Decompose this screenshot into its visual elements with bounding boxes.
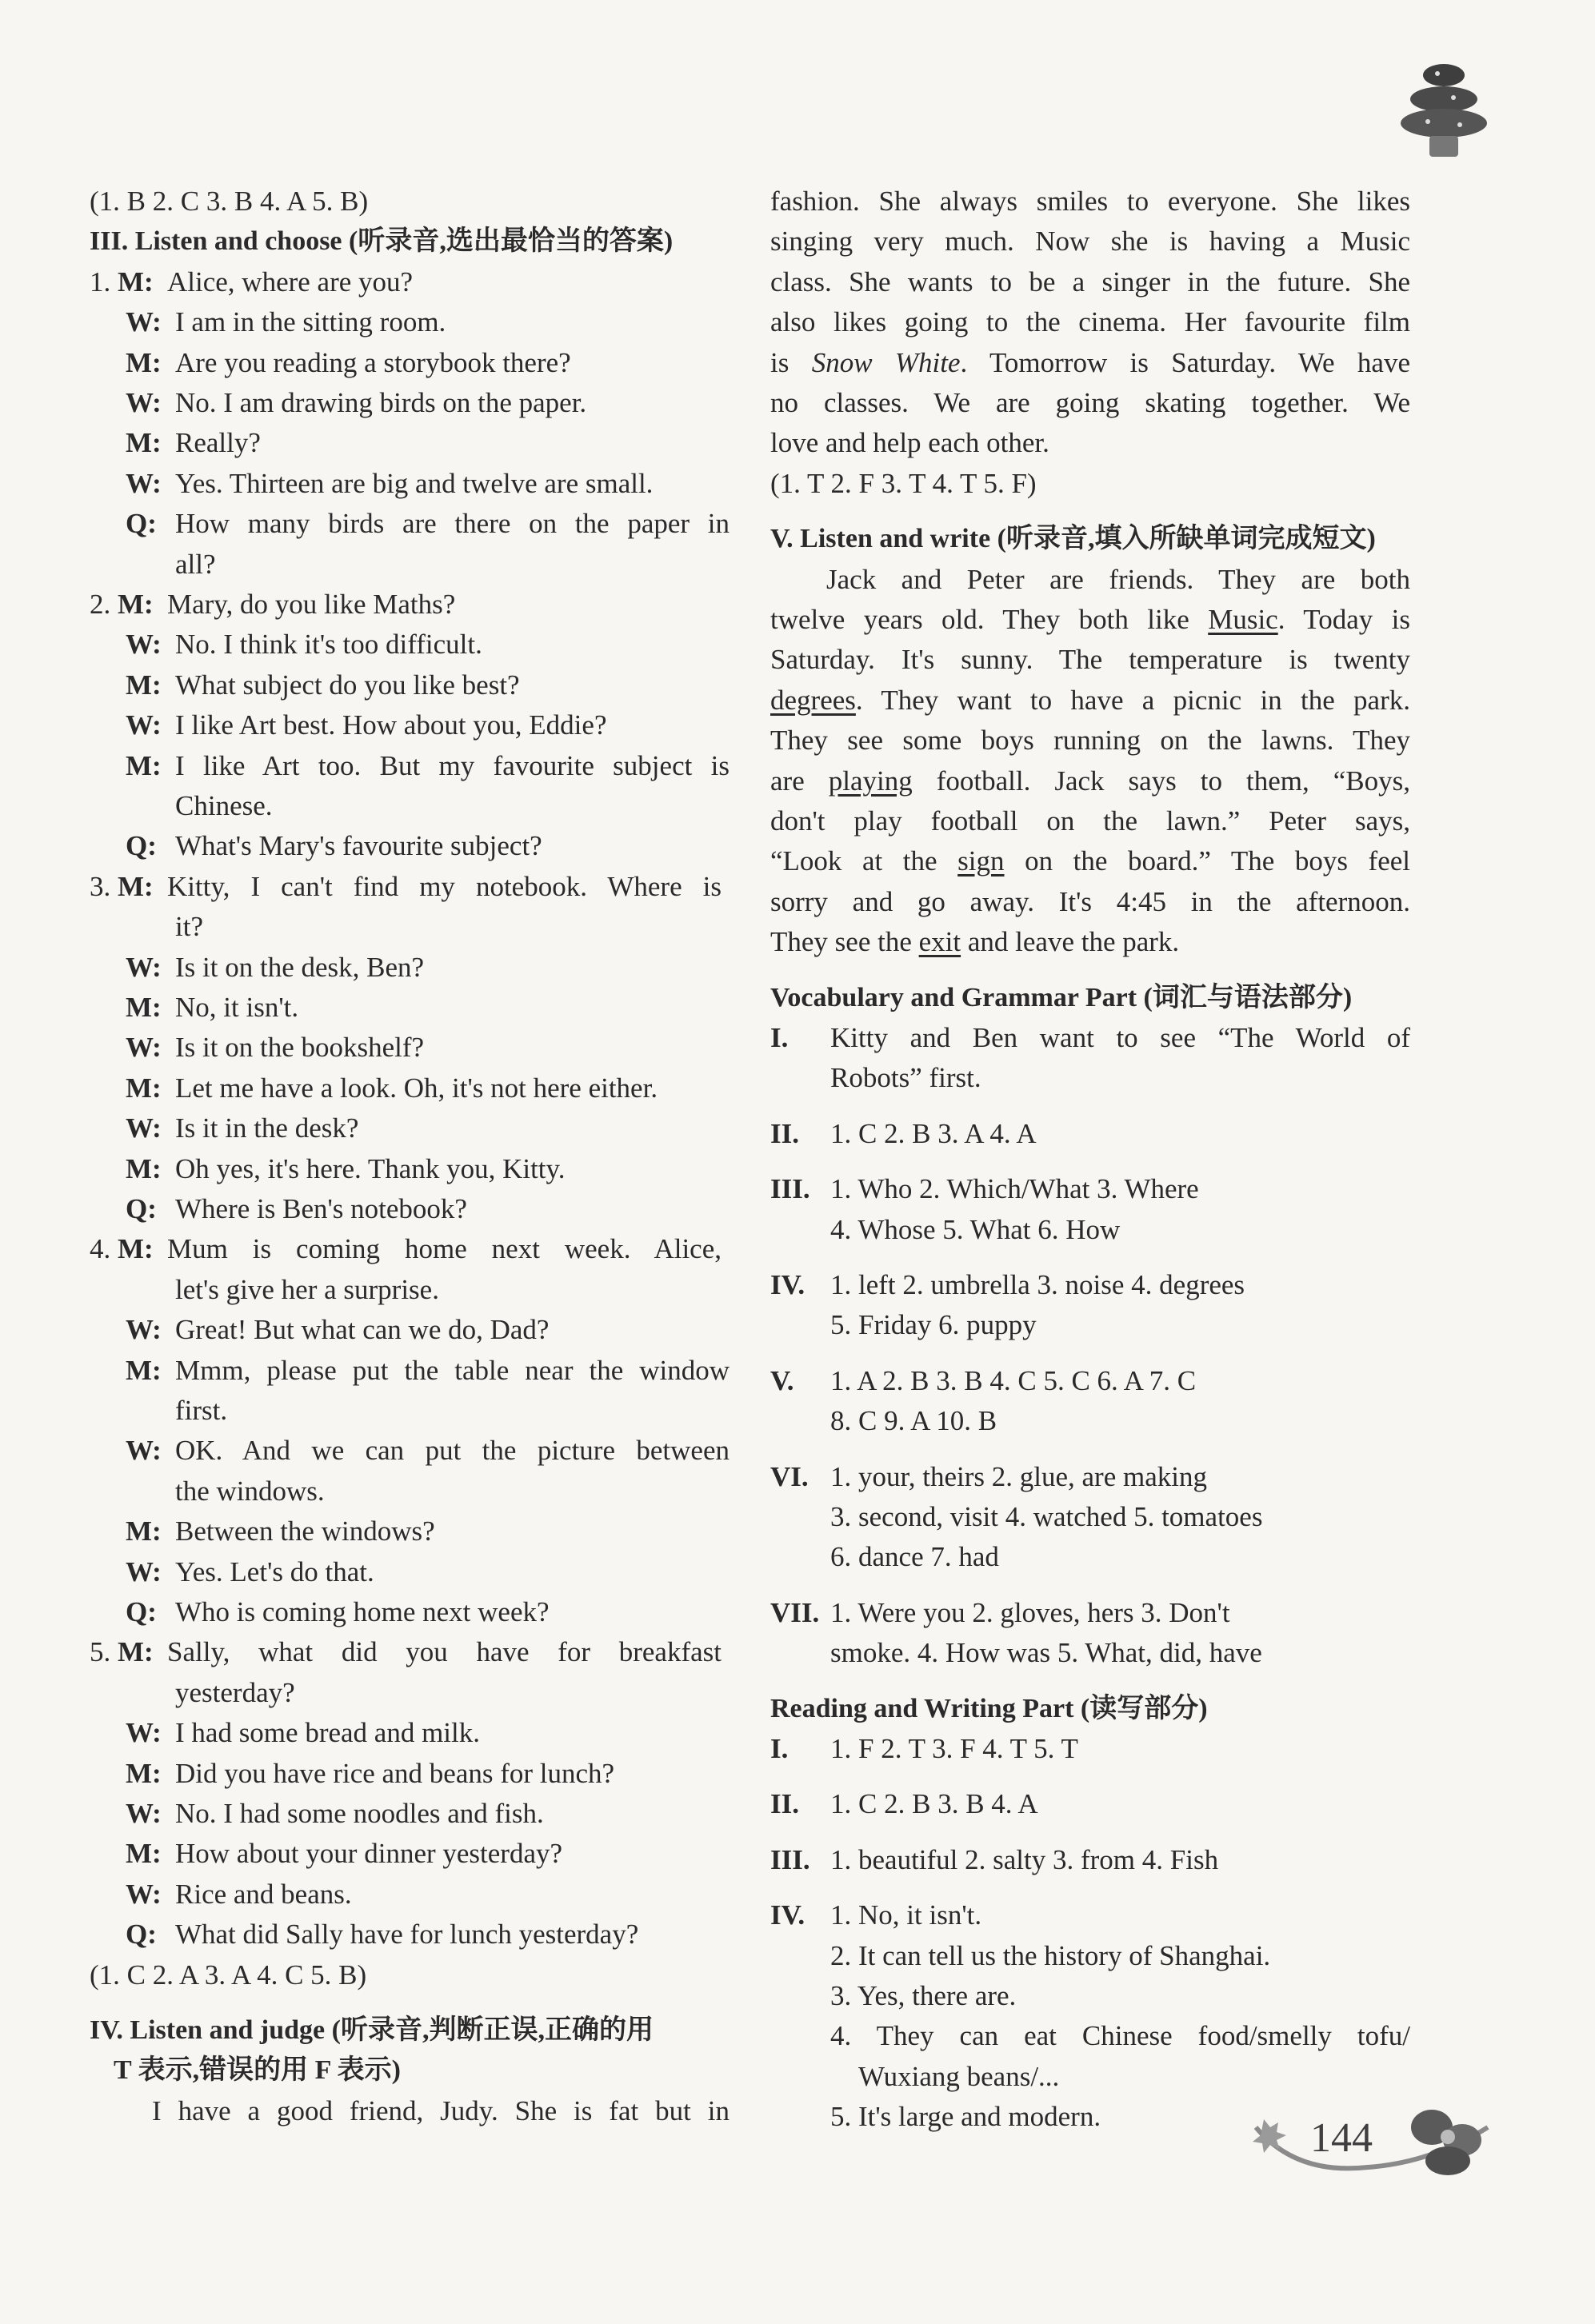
- roman-numeral: IV.: [770, 1899, 805, 1931]
- paragraph-line: They see some boys running on the lawns. They: [770, 725, 1410, 756]
- continuation-line: 4. Whose 5. What 6. How: [830, 1214, 1121, 1245]
- dialogue-text: Yes. Let's do that.: [175, 1556, 374, 1587]
- continuation-line: yesterday?: [175, 1677, 295, 1708]
- dialogue-line: [90, 266, 413, 298]
- dialogue-text: Are you reading a storybook there?: [175, 347, 571, 378]
- continuation-line: 5. It's large and modern.: [830, 2101, 1101, 2132]
- dialogue-text: Is it on the desk, Ben?: [175, 952, 425, 983]
- speaker-label: W:: [126, 629, 162, 660]
- continuation-line: Chinese.: [175, 790, 273, 821]
- roman-numeral: IV.: [770, 1269, 805, 1300]
- continuation-line: Robots” first.: [830, 1062, 981, 1093]
- paragraph-line: class. She wants to be a singer in the future. She: [770, 266, 1410, 297]
- dialogue-text: Where is Ben's notebook?: [175, 1193, 467, 1224]
- paragraph-line: no classes. We are going skating together. We: [770, 387, 1410, 418]
- dialogue-line: [126, 1758, 614, 1790]
- section-heading: Reading and Writing Part (读写部分): [770, 1694, 1208, 1723]
- dialogue-text: I like Art best. How about you, Eddie?: [175, 709, 607, 741]
- section-heading: III. Listen and choose (听录音,选出最恰当的答案): [90, 226, 674, 256]
- dialogue-text: No. I think it's too difficult.: [175, 629, 482, 660]
- dialogue-line: [126, 830, 542, 862]
- roman-numeral: I.: [770, 1733, 789, 1764]
- speaker-label: M:: [126, 1758, 162, 1789]
- paragraph-line: also likes going to the cinema. Her favourite film: [770, 306, 1410, 337]
- answer-line: [770, 1899, 981, 1931]
- continuation-line: 8. C 9. A 10. B: [830, 1405, 997, 1436]
- dialogue-text: What did Sally have for lunch yesterday?: [175, 1919, 639, 1950]
- dialogue-line: [126, 1193, 467, 1225]
- speaker-label: W:: [126, 387, 162, 418]
- dialogue-line: [126, 508, 730, 540]
- dialogue-text: No, it isn't.: [175, 992, 299, 1023]
- answer-line: [770, 1118, 1037, 1150]
- paragraph-line: “Look at the sign on the board.” The boys feel: [770, 845, 1410, 876]
- dialogue-line: [126, 1435, 730, 1467]
- continuation-line: 5. Friday 6. puppy: [830, 1309, 1037, 1340]
- paragraph-line: is Snow White. Tomorrow is Saturday. We have: [770, 347, 1410, 378]
- speaker-label: M:: [118, 871, 154, 902]
- continuation-line: Wuxiang beans/...: [858, 2061, 1060, 2092]
- dialogue-text: How many birds are there on the paper in: [175, 508, 730, 539]
- christmas-tree-icon: [1396, 58, 1492, 178]
- dialogue-line: [126, 750, 730, 782]
- speaker-label: W:: [126, 306, 162, 337]
- answer-line: [770, 1269, 1245, 1301]
- answer-line: [770, 1733, 1078, 1765]
- speaker-label: W:: [126, 1032, 162, 1063]
- paragraph-line: (1. T 2. F 3. T 4. T 5. F): [770, 468, 1037, 499]
- speaker-label: M:: [118, 1233, 154, 1264]
- dialogue-text: OK. And we can put the picture between: [175, 1435, 730, 1466]
- dialogue-text: Is it in the desk?: [175, 1112, 359, 1144]
- dialogue-text: Sally, what did you have for breakfast: [167, 1636, 722, 1667]
- answer-text: 1. your, theirs 2. glue, are making: [830, 1461, 1207, 1492]
- continuation-line: smoke. 4. How was 5. What, did, have: [830, 1637, 1262, 1668]
- paragraph-line: twelve years old. They both like Music. Today is: [770, 604, 1410, 635]
- continuation-line: the windows.: [175, 1475, 325, 1507]
- continuation-line: 6. dance 7. had: [830, 1541, 999, 1572]
- dialogue-line: [126, 1919, 638, 1951]
- speaker-label: M:: [126, 1153, 162, 1184]
- answer-text: 1. beautiful 2. salty 3. from 4. Fish: [830, 1844, 1219, 1875]
- speaker-label: M:: [126, 1072, 162, 1104]
- paragraph-line: are playing football. Jack says to them, “Boys,: [770, 765, 1410, 797]
- paragraph-line: love and help each other.: [770, 427, 1049, 458]
- speaker-label: W:: [126, 468, 162, 499]
- paragraph-line: I have a good friend, Judy. She is fat but in: [152, 2095, 730, 2126]
- item-number: 3.: [90, 871, 118, 902]
- roman-numeral: III.: [770, 1173, 810, 1204]
- dialogue-line: [90, 589, 455, 621]
- speaker-label: M:: [126, 347, 162, 378]
- answer-text: Kitty and Ben want to see “The World of: [830, 1022, 1410, 1053]
- dialogue-line: [126, 1798, 544, 1830]
- speaker-label: M:: [118, 589, 154, 620]
- roman-numeral: V.: [770, 1365, 794, 1396]
- dialogue-line: [90, 871, 722, 903]
- roman-numeral: II.: [770, 1118, 799, 1149]
- answer-text: 1. C 2. B 3. A 4. A: [830, 1118, 1037, 1149]
- dialogue-line: [90, 1636, 722, 1668]
- dialogue-text: No. I had some noodles and fish.: [175, 1798, 544, 1829]
- dialogue-line: [126, 992, 298, 1024]
- speaker-label: W:: [126, 1717, 162, 1748]
- dialogue-text: Kitty, I can't find my notebook. Where is: [167, 871, 722, 902]
- answer-line: [770, 1022, 1410, 1054]
- speaker-label: W:: [126, 709, 162, 741]
- answer-line: [770, 1461, 1207, 1493]
- answer-text: 1. No, it isn't.: [830, 1899, 982, 1931]
- paragraph-line: fashion. She always smiles to everyone. She likes: [770, 186, 1410, 217]
- answer-blank: playing: [828, 765, 913, 797]
- speaker-label: M:: [118, 1636, 154, 1667]
- speaker-label: M:: [126, 427, 162, 458]
- paragraph-line: don't play football on the lawn.” Peter says,: [770, 805, 1410, 837]
- holly-decoration-icon: [1248, 2095, 1504, 2183]
- roman-numeral: II.: [770, 1788, 799, 1819]
- dialogue-line: [126, 306, 446, 338]
- dialogue-text: Alice, where are you?: [167, 266, 414, 297]
- item-number: 4.: [90, 1233, 118, 1264]
- film-title: Snow White: [811, 347, 961, 378]
- dialogue-line: [126, 1355, 730, 1387]
- answer-key: (1. B 2. C 3. B 4. A 5. B): [90, 186, 369, 217]
- speaker-label: W:: [126, 1112, 162, 1144]
- answer-text: 1. Who 2. Which/What 3. Where: [830, 1173, 1199, 1204]
- item-number: 2.: [90, 589, 118, 620]
- paragraph-line: sorry and go away. It's 4:45 in the afternoon.: [770, 886, 1410, 917]
- section-heading: Vocabulary and Grammar Part (词汇与语法部分): [770, 983, 1353, 1012]
- dialogue-text: Let me have a look. Oh, it's not here either.: [175, 1072, 658, 1104]
- dialogue-line: [126, 1072, 658, 1104]
- speaker-label: M:: [126, 1355, 162, 1386]
- dialogue-line: [126, 1838, 562, 1870]
- speaker-label: Q:: [126, 830, 157, 861]
- dialogue-line: [90, 1233, 722, 1265]
- speaker-label: W:: [126, 1314, 162, 1345]
- dialogue-line: [126, 1153, 566, 1185]
- continuation-line: it?: [175, 911, 203, 942]
- speaker-label: M:: [126, 992, 162, 1023]
- dialogue-text: Mmm, please put the table near the window: [175, 1355, 730, 1386]
- speaker-label: W:: [126, 1798, 162, 1829]
- answer-text: 1. F 2. T 3. F 4. T 5. T: [830, 1733, 1078, 1764]
- answer-line: [770, 1844, 1218, 1876]
- answer-line: [770, 1597, 1230, 1629]
- dialogue-line: [126, 427, 261, 459]
- dialogue-text: I like Art too. But my favourite subject is: [175, 750, 730, 781]
- speaker-label: W:: [126, 952, 162, 983]
- speaker-label: Q:: [126, 508, 157, 539]
- roman-numeral: VI.: [770, 1461, 809, 1492]
- dialogue-text: I had some bread and milk.: [175, 1717, 481, 1748]
- answer-text: 1. Were you 2. gloves, hers 3. Don't: [830, 1597, 1230, 1628]
- section-heading: V. Listen and write (听录音,填入所缺单词完成短文): [770, 524, 1376, 553]
- dialogue-line: [126, 1879, 352, 1911]
- answer-text: 1. C 2. B 3. B 4. A: [830, 1788, 1038, 1819]
- speaker-label: M:: [118, 266, 154, 297]
- dialogue-line: [126, 347, 571, 379]
- speaker-label: W:: [126, 1435, 162, 1466]
- item-number: 1.: [90, 266, 118, 297]
- dialogue-line: [126, 1556, 374, 1588]
- answer-blank: degrees: [770, 685, 856, 716]
- speaker-label: Q:: [126, 1919, 157, 1950]
- roman-numeral: I.: [770, 1022, 789, 1053]
- page-number: 144: [1310, 2115, 1373, 2161]
- paragraph-line: singing very much. Now she is having a Music: [770, 226, 1410, 257]
- section-heading: IV. Listen and judge (听录音,判断正误,正确的用: [90, 2015, 654, 2045]
- paragraph-line: degrees. They want to have a picnic in the park.: [770, 685, 1410, 716]
- dialogue-line: [126, 387, 586, 419]
- dialogue-text: How about your dinner yesterday?: [175, 1838, 563, 1869]
- answer-blank: sign: [957, 845, 1005, 876]
- speaker-label: M:: [126, 1515, 162, 1547]
- speaker-label: M:: [126, 1838, 162, 1869]
- answer-line: [770, 1365, 1196, 1397]
- speaker-label: W:: [126, 1879, 162, 1910]
- answer-text: 1. left 2. umbrella 3. noise 4. degrees: [830, 1269, 1245, 1300]
- continuation-line: first.: [175, 1395, 228, 1426]
- dialogue-line: [126, 468, 653, 500]
- dialogue-text: What's Mary's favourite subject?: [175, 830, 542, 861]
- dialogue-text: No. I am drawing birds on the paper.: [175, 387, 587, 418]
- continuation-line: 3. Yes, there are.: [830, 1980, 1017, 2011]
- dialogue-line: [126, 1596, 550, 1628]
- roman-numeral: VII.: [770, 1597, 820, 1628]
- answer-line: [770, 1788, 1038, 1820]
- speaker-label: M:: [126, 750, 162, 781]
- item-number: 5.: [90, 1636, 118, 1667]
- speaker-label: W:: [126, 1556, 162, 1587]
- dialogue-line: [126, 1717, 480, 1749]
- dialogue-line: [126, 709, 606, 741]
- dialogue-text: Rice and beans.: [175, 1879, 352, 1910]
- dialogue-text: Is it on the bookshelf?: [175, 1032, 425, 1063]
- dialogue-line: [126, 952, 424, 984]
- roman-numeral: III.: [770, 1844, 810, 1875]
- speaker-label: Q:: [126, 1596, 157, 1627]
- dialogue-text: What subject do you like best?: [175, 669, 520, 701]
- continuation-line: all?: [175, 549, 216, 580]
- continuation-line: 4. They can eat Chinese food/smelly tofu/: [830, 2020, 1410, 2051]
- paragraph-line: Saturday. It's sunny. The temperature is twenty: [770, 644, 1410, 675]
- dialogue-text: Great! But what can we do, Dad?: [175, 1314, 550, 1345]
- dialogue-text: Mum is coming home next week. Alice,: [167, 1233, 722, 1264]
- dialogue-text: Really?: [175, 427, 261, 458]
- paragraph-line: Jack and Peter are friends. They are both: [826, 564, 1410, 595]
- dialogue-text: Yes. Thirteen are big and twelve are small.: [175, 468, 654, 499]
- continuation-line: 3. second, visit 4. watched 5. tomatoes: [830, 1501, 1263, 1532]
- dialogue-text: Who is coming home next week?: [175, 1596, 550, 1627]
- dialogue-line: [126, 629, 482, 661]
- dialogue-line: [126, 1112, 358, 1144]
- answer-key: (1. C 2. A 3. A 4. C 5. B): [90, 1959, 367, 1991]
- dialogue-line: [126, 669, 520, 701]
- dialogue-line: [126, 1314, 549, 1346]
- dialogue-line: [126, 1032, 424, 1064]
- dialogue-line: [126, 1515, 435, 1547]
- continuation-line: let's give her a surprise.: [175, 1274, 439, 1305]
- speaker-label: M:: [126, 669, 162, 701]
- dialogue-text: Between the windows?: [175, 1515, 435, 1547]
- continuation-line: 2. It can tell us the history of Shanghai.: [830, 1940, 1271, 1971]
- answer-text: 1. A 2. B 3. B 4. C 5. C 6. A 7. C: [830, 1365, 1197, 1396]
- answer-blank: exit: [918, 926, 961, 957]
- dialogue-text: I am in the sitting room.: [175, 306, 446, 337]
- dialogue-text: Did you have rice and beans for lunch?: [175, 1758, 615, 1789]
- dialogue-text: Oh yes, it's here. Thank you, Kitty.: [175, 1153, 566, 1184]
- answer-blank: Music: [1208, 604, 1278, 635]
- paragraph-line: They see the exit and leave the park.: [770, 926, 1180, 957]
- answer-line: [770, 1173, 1199, 1205]
- dialogue-text: Mary, do you like Maths?: [167, 589, 456, 620]
- speaker-label: Q:: [126, 1193, 157, 1224]
- section-heading-cont: T 表示,错误的用 F 表示): [114, 2055, 401, 2085]
